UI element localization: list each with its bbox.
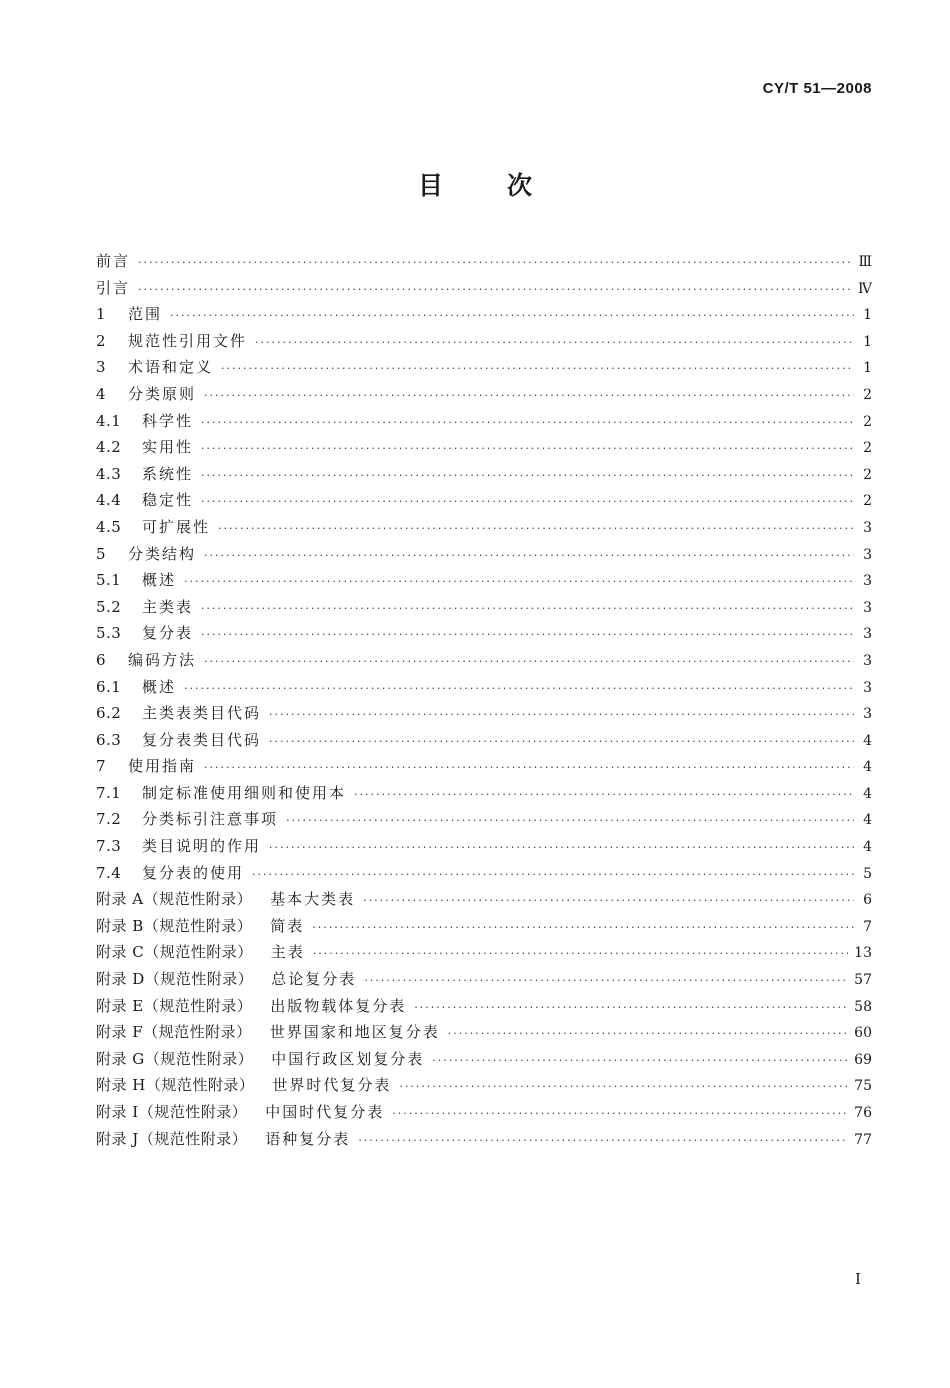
toc-entry-number: 附录 B（规范性附录） (96, 916, 253, 935)
toc-entry[interactable] (96, 381, 872, 408)
toc-entry-page: 75 (854, 1078, 872, 1095)
toc-entry-page: 6 (863, 892, 872, 909)
toc-entry-title: 概述 (142, 677, 177, 696)
toc-entry-number: 附录 E（规范性附录） (96, 996, 253, 1015)
toc-entry-number: 7 (96, 757, 107, 776)
toc-entry-number: 附录 C（规范性附录） (96, 943, 253, 962)
toc-entry-title: 分类标引注意事项 (142, 810, 279, 829)
toc-entry[interactable] (96, 594, 872, 621)
dot-leader (255, 330, 854, 357)
dot-leader (269, 729, 854, 756)
toc-entry-title: 系统性 (142, 464, 194, 483)
toc-entry[interactable] (96, 700, 872, 727)
toc-entry-number: 6 (96, 650, 107, 669)
toc-entry-number: 附录 H（规范性附录） (96, 1076, 255, 1095)
toc-entry-number: 4.3 (96, 464, 122, 483)
toc-entry-page: 4 (863, 839, 872, 856)
toc-entry-page: 4 (863, 732, 872, 749)
toc-entry-title: 语种复分表 (265, 1129, 351, 1148)
toc-entry-number: 4 (96, 384, 107, 403)
toc-entry-page: 69 (854, 1051, 872, 1068)
toc-entry-title: 主类表类目代码 (142, 704, 262, 723)
toc-entry-page: 4 (863, 785, 872, 802)
dot-leader (184, 569, 854, 596)
toc-entry-page: 3 (863, 573, 872, 590)
toc-entry[interactable] (96, 354, 872, 381)
dot-leader (204, 543, 854, 570)
toc-entry[interactable] (96, 620, 872, 647)
toc-entry-page: 3 (863, 599, 872, 616)
dot-leader (201, 436, 854, 463)
dot-leader (201, 622, 854, 649)
dot-leader (138, 250, 852, 277)
toc-entry[interactable] (96, 913, 872, 940)
toc-entry-page: 57 (854, 972, 872, 989)
page-number: I (855, 1270, 861, 1288)
toc-entry-number: 7.2 (96, 810, 122, 829)
toc-entry[interactable] (96, 434, 872, 461)
dot-leader (170, 303, 854, 330)
dot-leader (201, 410, 854, 437)
page-title-char: 目 (417, 171, 443, 200)
dot-leader (201, 489, 854, 516)
toc-entry[interactable] (96, 461, 872, 488)
toc-entry-page: 3 (863, 679, 872, 696)
toc-entry-page: 13 (854, 945, 872, 962)
toc-entry[interactable] (96, 753, 872, 780)
toc-entry-title: 主类表 (142, 597, 194, 616)
toc-entry-title: 可扩展性 (142, 517, 211, 536)
dot-leader (399, 1074, 848, 1101)
toc-entry[interactable] (96, 301, 872, 328)
toc-entry-number: 7.4 (96, 863, 122, 882)
dot-leader (313, 941, 848, 968)
toc-entry-title: 简表 (270, 916, 305, 935)
dot-leader (204, 383, 854, 410)
dot-leader (218, 516, 854, 543)
toc-entry[interactable] (96, 328, 872, 355)
toc-entry-number: 5 (96, 544, 107, 563)
toc-entry-number: 7.1 (96, 783, 122, 802)
toc-entry-page: 2 (863, 413, 872, 430)
toc-entry-page: 3 (863, 546, 872, 563)
toc-entry[interactable] (96, 275, 872, 302)
toc-entry-page: 1 (863, 333, 872, 350)
page-title-char: 次 (507, 171, 533, 200)
toc-entry-number: 5.3 (96, 624, 122, 643)
toc-entry-page: 2 (863, 386, 872, 403)
toc-entry-title: 主表 (270, 943, 305, 962)
standard-code: CY/T 51—2008 (762, 80, 872, 97)
toc-entry-title: 规范性引用文件 (128, 331, 248, 350)
toc-entry-title: 编码方法 (128, 650, 197, 669)
dot-leader (432, 1048, 848, 1075)
dot-leader (358, 1128, 848, 1155)
dot-leader (286, 808, 854, 835)
toc-entry-page: 3 (863, 626, 872, 643)
toc-entry-number: 7.3 (96, 837, 122, 856)
toc-entry-page: 4 (863, 759, 872, 776)
toc-entry[interactable] (96, 1099, 872, 1126)
dot-leader (269, 702, 854, 729)
toc-entry-number: 6.2 (96, 704, 122, 723)
toc-entry[interactable] (96, 806, 872, 833)
toc-entry[interactable] (96, 248, 872, 275)
dot-leader (204, 755, 854, 782)
toc-entry-number: 1 (96, 305, 107, 324)
toc-entry-title: 范围 (128, 305, 163, 324)
toc-entry[interactable] (96, 1072, 872, 1099)
toc-entry-number: 6.3 (96, 730, 122, 749)
toc-entry-title: 基本大类表 (270, 890, 356, 909)
toc-entry-page: 77 (854, 1131, 872, 1148)
toc-entry[interactable] (96, 1046, 872, 1073)
toc-entry[interactable] (96, 1019, 872, 1046)
toc-entry-title: 类目说明的作用 (142, 837, 262, 856)
toc-entry[interactable] (96, 727, 872, 754)
dot-leader (312, 915, 854, 942)
table-of-contents (96, 248, 872, 1152)
toc-entry-number: 3 (96, 358, 107, 377)
toc-entry-title: 术语和定义 (128, 358, 214, 377)
toc-entry[interactable] (96, 514, 872, 541)
toc-entry-page: 60 (854, 1025, 872, 1042)
toc-entry[interactable] (96, 966, 872, 993)
toc-entry-title: 实用性 (142, 438, 194, 457)
toc-entry-number: 5.2 (96, 597, 122, 616)
toc-entry-page: 3 (863, 706, 872, 723)
dot-leader (201, 596, 854, 623)
dot-leader (414, 995, 848, 1022)
toc-entry-page: 7 (863, 918, 872, 935)
dot-leader (364, 968, 848, 995)
toc-entry-title: 概述 (142, 571, 177, 590)
toc-entry-title: 中国时代复分表 (265, 1103, 385, 1121)
toc-entry-number: 6.1 (96, 677, 122, 696)
dot-leader (252, 862, 854, 889)
toc-entry-title: 使用指南 (128, 757, 197, 776)
toc-entry-page: 2 (863, 440, 872, 457)
toc-entry[interactable] (96, 939, 872, 966)
toc-entry-title: 复分表类目代码 (142, 730, 262, 749)
dot-leader (204, 649, 854, 676)
toc-entry-number: 附录 I（规范性附录） (96, 1103, 248, 1121)
toc-entry-number: 附录 F（规范性附录） (96, 1023, 252, 1042)
toc-entry-title: 分类结构 (128, 544, 197, 563)
toc-entry-title: 制定标准使用细则和使用本 (142, 783, 347, 802)
dot-leader (363, 888, 854, 915)
toc-entry-number: 5.1 (96, 571, 122, 590)
toc-entry-page: Ⅳ (858, 280, 872, 297)
dot-leader (221, 356, 854, 383)
toc-entry-page: 2 (863, 493, 872, 510)
toc-entry[interactable] (96, 408, 872, 435)
toc-entry-title: 引言 (96, 278, 131, 297)
toc-entry-title: 复分表 (142, 624, 194, 643)
toc-entry[interactable] (96, 833, 872, 860)
toc-entry-number: 附录 J（规范性附录） (96, 1129, 248, 1148)
toc-entry-page: 1 (863, 360, 872, 377)
page-title (0, 166, 950, 202)
toc-entry-page: 58 (854, 998, 872, 1015)
toc-entry-number: 4.5 (96, 517, 122, 536)
toc-entry-number: 4.4 (96, 491, 122, 510)
toc-entry[interactable] (96, 674, 872, 701)
toc-entry-number: 4.2 (96, 438, 122, 457)
toc-entry-page: 1 (863, 307, 872, 324)
dot-leader (448, 1021, 848, 1048)
toc-entry-number: 附录 A（规范性附录） (96, 890, 253, 909)
toc-entry[interactable] (96, 780, 872, 807)
toc-entry-page: 76 (854, 1105, 872, 1121)
dot-leader (184, 676, 854, 703)
toc-entry[interactable] (96, 886, 872, 913)
toc-entry[interactable] (96, 1126, 872, 1153)
toc-entry-title: 科学性 (142, 411, 194, 430)
toc-entry-title: 总论复分表 (271, 970, 357, 989)
toc-entry[interactable] (96, 993, 872, 1020)
toc-entry-page: 5 (863, 865, 872, 882)
toc-entry[interactable] (96, 541, 872, 568)
toc-entry-title: 分类原则 (128, 384, 197, 403)
toc-entry-title: 出版物载体复分表 (270, 996, 407, 1015)
toc-entry-page: 3 (863, 652, 872, 669)
toc-entry-title: 世界时代复分表 (272, 1076, 392, 1095)
toc-entry-title: 世界国家和地区复分表 (269, 1023, 440, 1042)
toc-entry-page: Ⅲ (858, 254, 872, 270)
toc-entry[interactable] (96, 487, 872, 514)
toc-entry[interactable] (96, 860, 872, 887)
toc-entry[interactable] (96, 647, 872, 674)
toc-entry-page: 4 (863, 812, 872, 829)
toc-entry-title: 中国行政区划复分表 (271, 1049, 425, 1068)
toc-entry-number: 4.1 (96, 411, 122, 430)
toc-entry-page: 2 (863, 466, 872, 483)
toc-entry-number: 附录 D（规范性附录） (96, 970, 254, 989)
toc-entry-page: 3 (863, 519, 872, 536)
toc-entry-title: 稳定性 (142, 491, 194, 510)
dot-leader (392, 1101, 848, 1128)
dot-leader (138, 277, 852, 304)
dot-leader (269, 835, 854, 862)
dot-leader (201, 463, 854, 490)
toc-entry-title: 复分表的使用 (142, 863, 245, 882)
toc-entry-number: 2 (96, 331, 107, 350)
dot-leader (354, 782, 854, 809)
toc-entry[interactable] (96, 567, 872, 594)
toc-entry-number: 附录 G（规范性附录） (96, 1049, 254, 1068)
toc-entry-title: 前言 (96, 252, 131, 270)
